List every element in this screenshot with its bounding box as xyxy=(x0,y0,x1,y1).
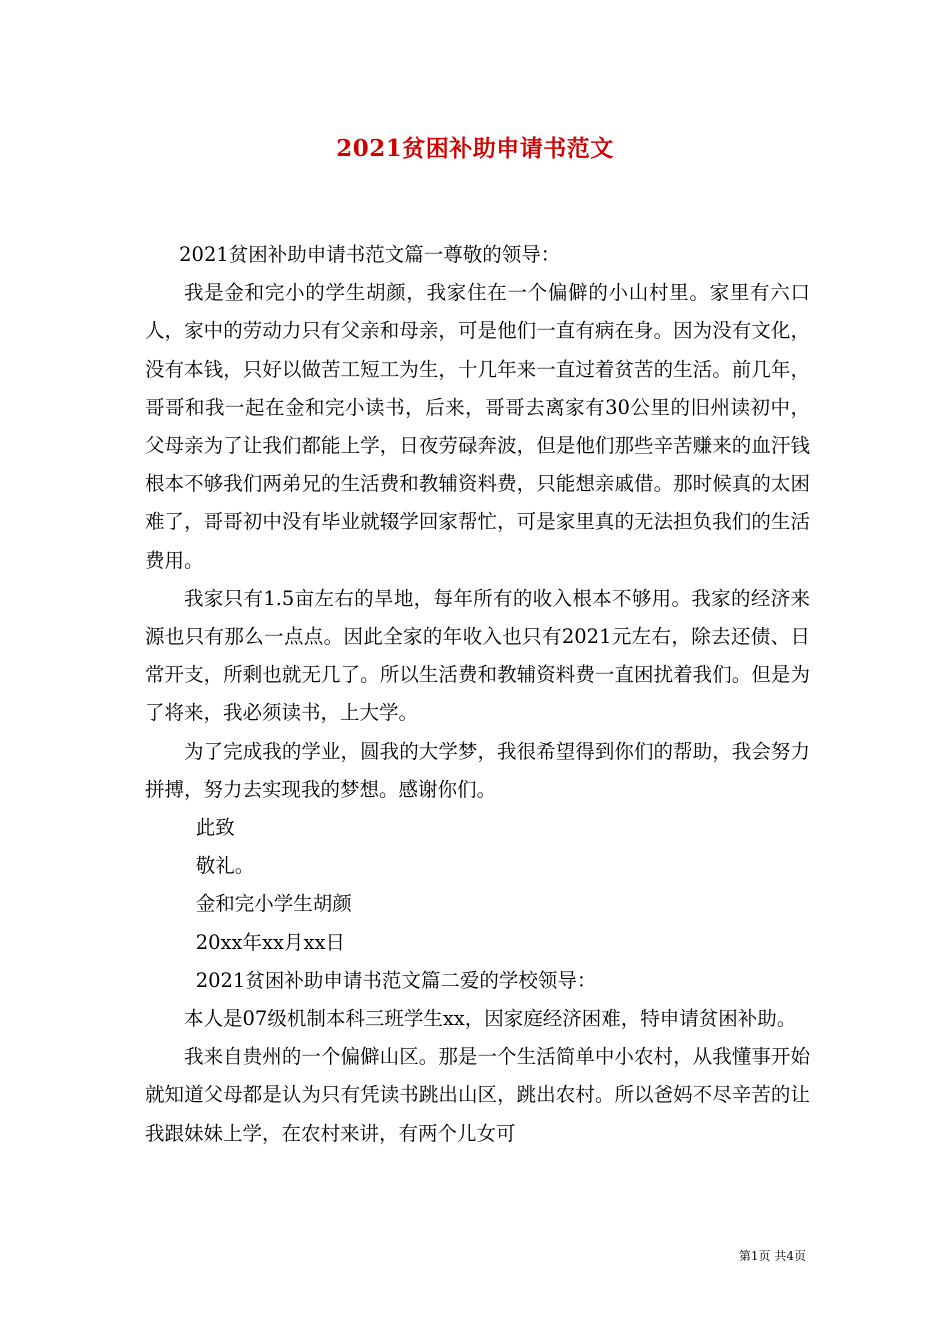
section-two-heading: 2021贫困补助申请书范文篇二爱的学校领导： xyxy=(195,968,597,992)
paragraph: 本人是07级机制本科三班学生xx，因家庭经济困难，特申请贫困补助。 xyxy=(184,1007,797,1031)
paragraph: 我家只有1.5亩左右的旱地，每年所有的收入根本不够用。我家的经济来源也只有那么一点点。因此全家的年收入也只有2021元左右，除去还债、日常开支，所剩也就无几了。所以生活费和教辅资料费一直困扰着我们。但是为了将来，我必须读书，上大学。 xyxy=(145,586,810,725)
paragraph: 为了完成我的学业，圆我的大学梦，我很希望得到你们的帮助，我会努力拼搏，努力去实现我的梦想。感谢你们。 xyxy=(145,739,810,801)
paragraph: 我是金和完小的学生胡颜，我家住在一个偏僻的小山村里。家里有六口人，家中的劳动力只有父亲和母亲，可是他们一直有病在身。因为没有文化，没有本钱，只好以做苦工短工为生，十几年来一直过着贫苦的生活。前几年，哥哥和我一起在金和完小读书，后来，哥哥去离家有30公里的旧州读初中，父母亲为了让我们都能上学，日夜劳碌奔波，但是他们那些辛苦赚来的血汗钱根本不够我们两弟兄的生活费和教辅资料费，只能想亲戚借。那时候真的太困难了，哥哥初中没有毕业就辍学回家帮忙，可是家里真的无法担负我们的生活费用。 xyxy=(145,281,810,572)
section-one-heading: 2021贫困补助申请书范文篇一尊敬的领导： xyxy=(179,243,561,266)
document-body xyxy=(145,236,810,1153)
signature: 金和完小学生胡颜 xyxy=(195,892,352,916)
closing-salutation-2: 敬礼。 xyxy=(195,854,255,878)
date: 20xx年xx月xx日 xyxy=(195,930,345,954)
page-number: 第1页 共4页 xyxy=(738,1249,806,1263)
document-title: 2021贫困补助申请书范文 xyxy=(336,135,614,162)
closing-salutation-1: 此致 xyxy=(195,816,235,840)
paragraph: 我来自贵州的一个偏僻山区。那是一个生活简单中小农村，从我懂事开始就知道父母都是认为只有凭读书跳出山区，跳出农村。所以爸妈不尽辛苦的让我跟妹妹上学，在农村来讲，有两个儿女可 xyxy=(145,1045,810,1145)
